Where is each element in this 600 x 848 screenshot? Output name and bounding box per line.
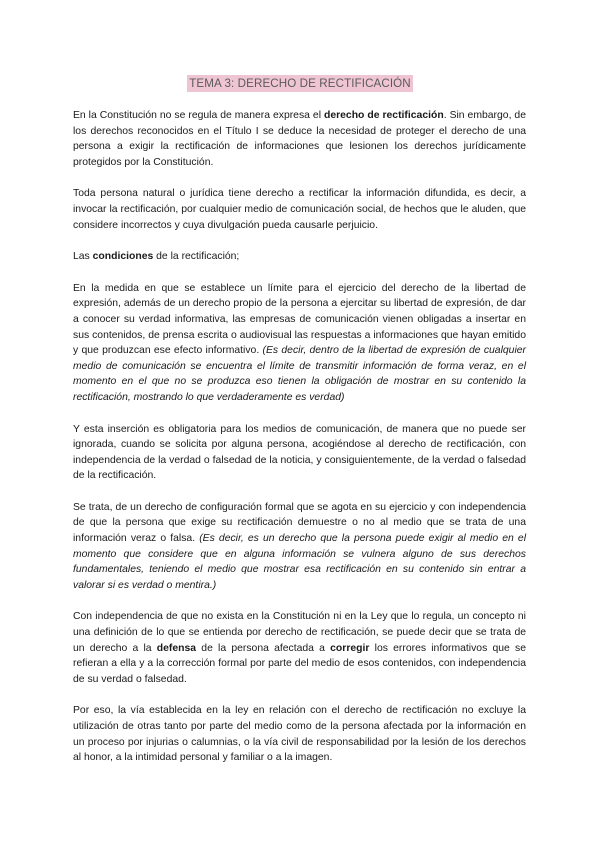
text-run: En la Constitución no se regula de manera expresa el <box>73 110 324 121</box>
text-run: de la rectificación; <box>153 251 240 263</box>
text-run: Con independencia de que no exista en la Constitución ni en la Ley que lo regula, un concepto ni una definición de lo que se entienda por derecho de rectificación, se puede decir que se trata de un derecho a la <box>73 611 526 654</box>
paragraph-3 <box>73 249 526 265</box>
italic-note: (Es decir, es un derecho que la persona puede exigir al medio en el momento que considere que en alguna información se vulnera alguno de sus derechos fundamentales, teniendo el medio que mostrar esa rectificación en su contenido sin entrar a valorar si es verdad o mentira.) <box>73 533 527 591</box>
paragraph-5: Y esta inserción es obligatoria para los medios de comunicación, de manera que no puede ser ignorada, cuando se solicita por alguna persona, acogiéndose al derecho de rectificación, con independencia de la verdad o falsedad de la noticia, y consiguientemente, de la verdad o falsedad de la rectificación. <box>73 423 526 482</box>
text-run: Las <box>73 251 93 263</box>
paragraph-2: Toda persona natural o jurídica tiene derecho a rectificar la información difundida, es decir, a invocar la rectificación, por cualquier medio de comunicación social, de hechos que le aluden, que considere incorrectos y cuya divulgación pueda causarle perjuicio. <box>73 188 526 231</box>
page-title: TEMA 3: DERECHO DE RECTIFICACIÓN <box>189 77 411 90</box>
paragraph-8: Por eso, la vía establecida en la ley en relación con el derecho de rectificación no excluye la utilización de otras tanto por parte del medio como de la persona afectada por la información en un proceso por injurias o calumnias, o la vía civil de responsabilidad por la lesión de los derechos al honor, a la intimidad personal y familiar o a la imagen. <box>73 705 526 764</box>
bold-term: defensa <box>156 642 197 654</box>
paragraph-7 <box>73 609 526 687</box>
text-run: . Sin embargo, de los derechos reconocidos en el Título I se deduce la necesidad de proteger el derecho de una persona a exigir la rectificación de informaciones que lesionen los derechos jurídicamente protegidos por la Constitución. <box>73 110 526 168</box>
bold-term: corregir <box>330 642 370 654</box>
text-run: Se trata, de un derecho de configuración formal que se agota en su ejercicio y con independencia de que la persona que exige su rectificación demuestre o no al medio que se trata de una información veraz o falsa. <box>73 501 526 545</box>
text-run: de la persona afectada a <box>196 642 331 654</box>
text-run: En la medida en que se establece un límite para el ejercicio del derecho de la libertad de expresión, además de un derecho propio de la persona a ejercitar su libertad de expresión, de dar a conocer su verdad informativa, las empresas de comunicación vienen obligadas a insertar en sus contenidos, de prensa escrita o audiovisual las respuestas a informaciones que hayan emitido y que produzcan ese efecto informativo. <box>73 282 526 357</box>
document-body <box>73 108 526 782</box>
paragraph-1 <box>73 108 526 170</box>
paragraph-6 <box>73 500 526 594</box>
title-wrap <box>0 74 600 92</box>
italic-note: (Es decir, dentro de la libertad de expresión de cualquier medio de comunicación se encuentra el límite de transmitir información de forma veraz, en el momento en el que no se produzca eso tienen la obligación de mostrar en su contenido la rectificación, mostrando lo que verdaderamente es verdad) <box>73 345 526 403</box>
bold-term: condiciones <box>92 251 154 263</box>
bold-term: derecho de rectificación <box>323 110 444 121</box>
text-run: los errores informativos que se refieran a ella y a la corrección formal por parte del medio de esos contenidos, con independencia de su verdad o falsedad. <box>73 642 526 685</box>
paragraph-4 <box>73 281 526 406</box>
